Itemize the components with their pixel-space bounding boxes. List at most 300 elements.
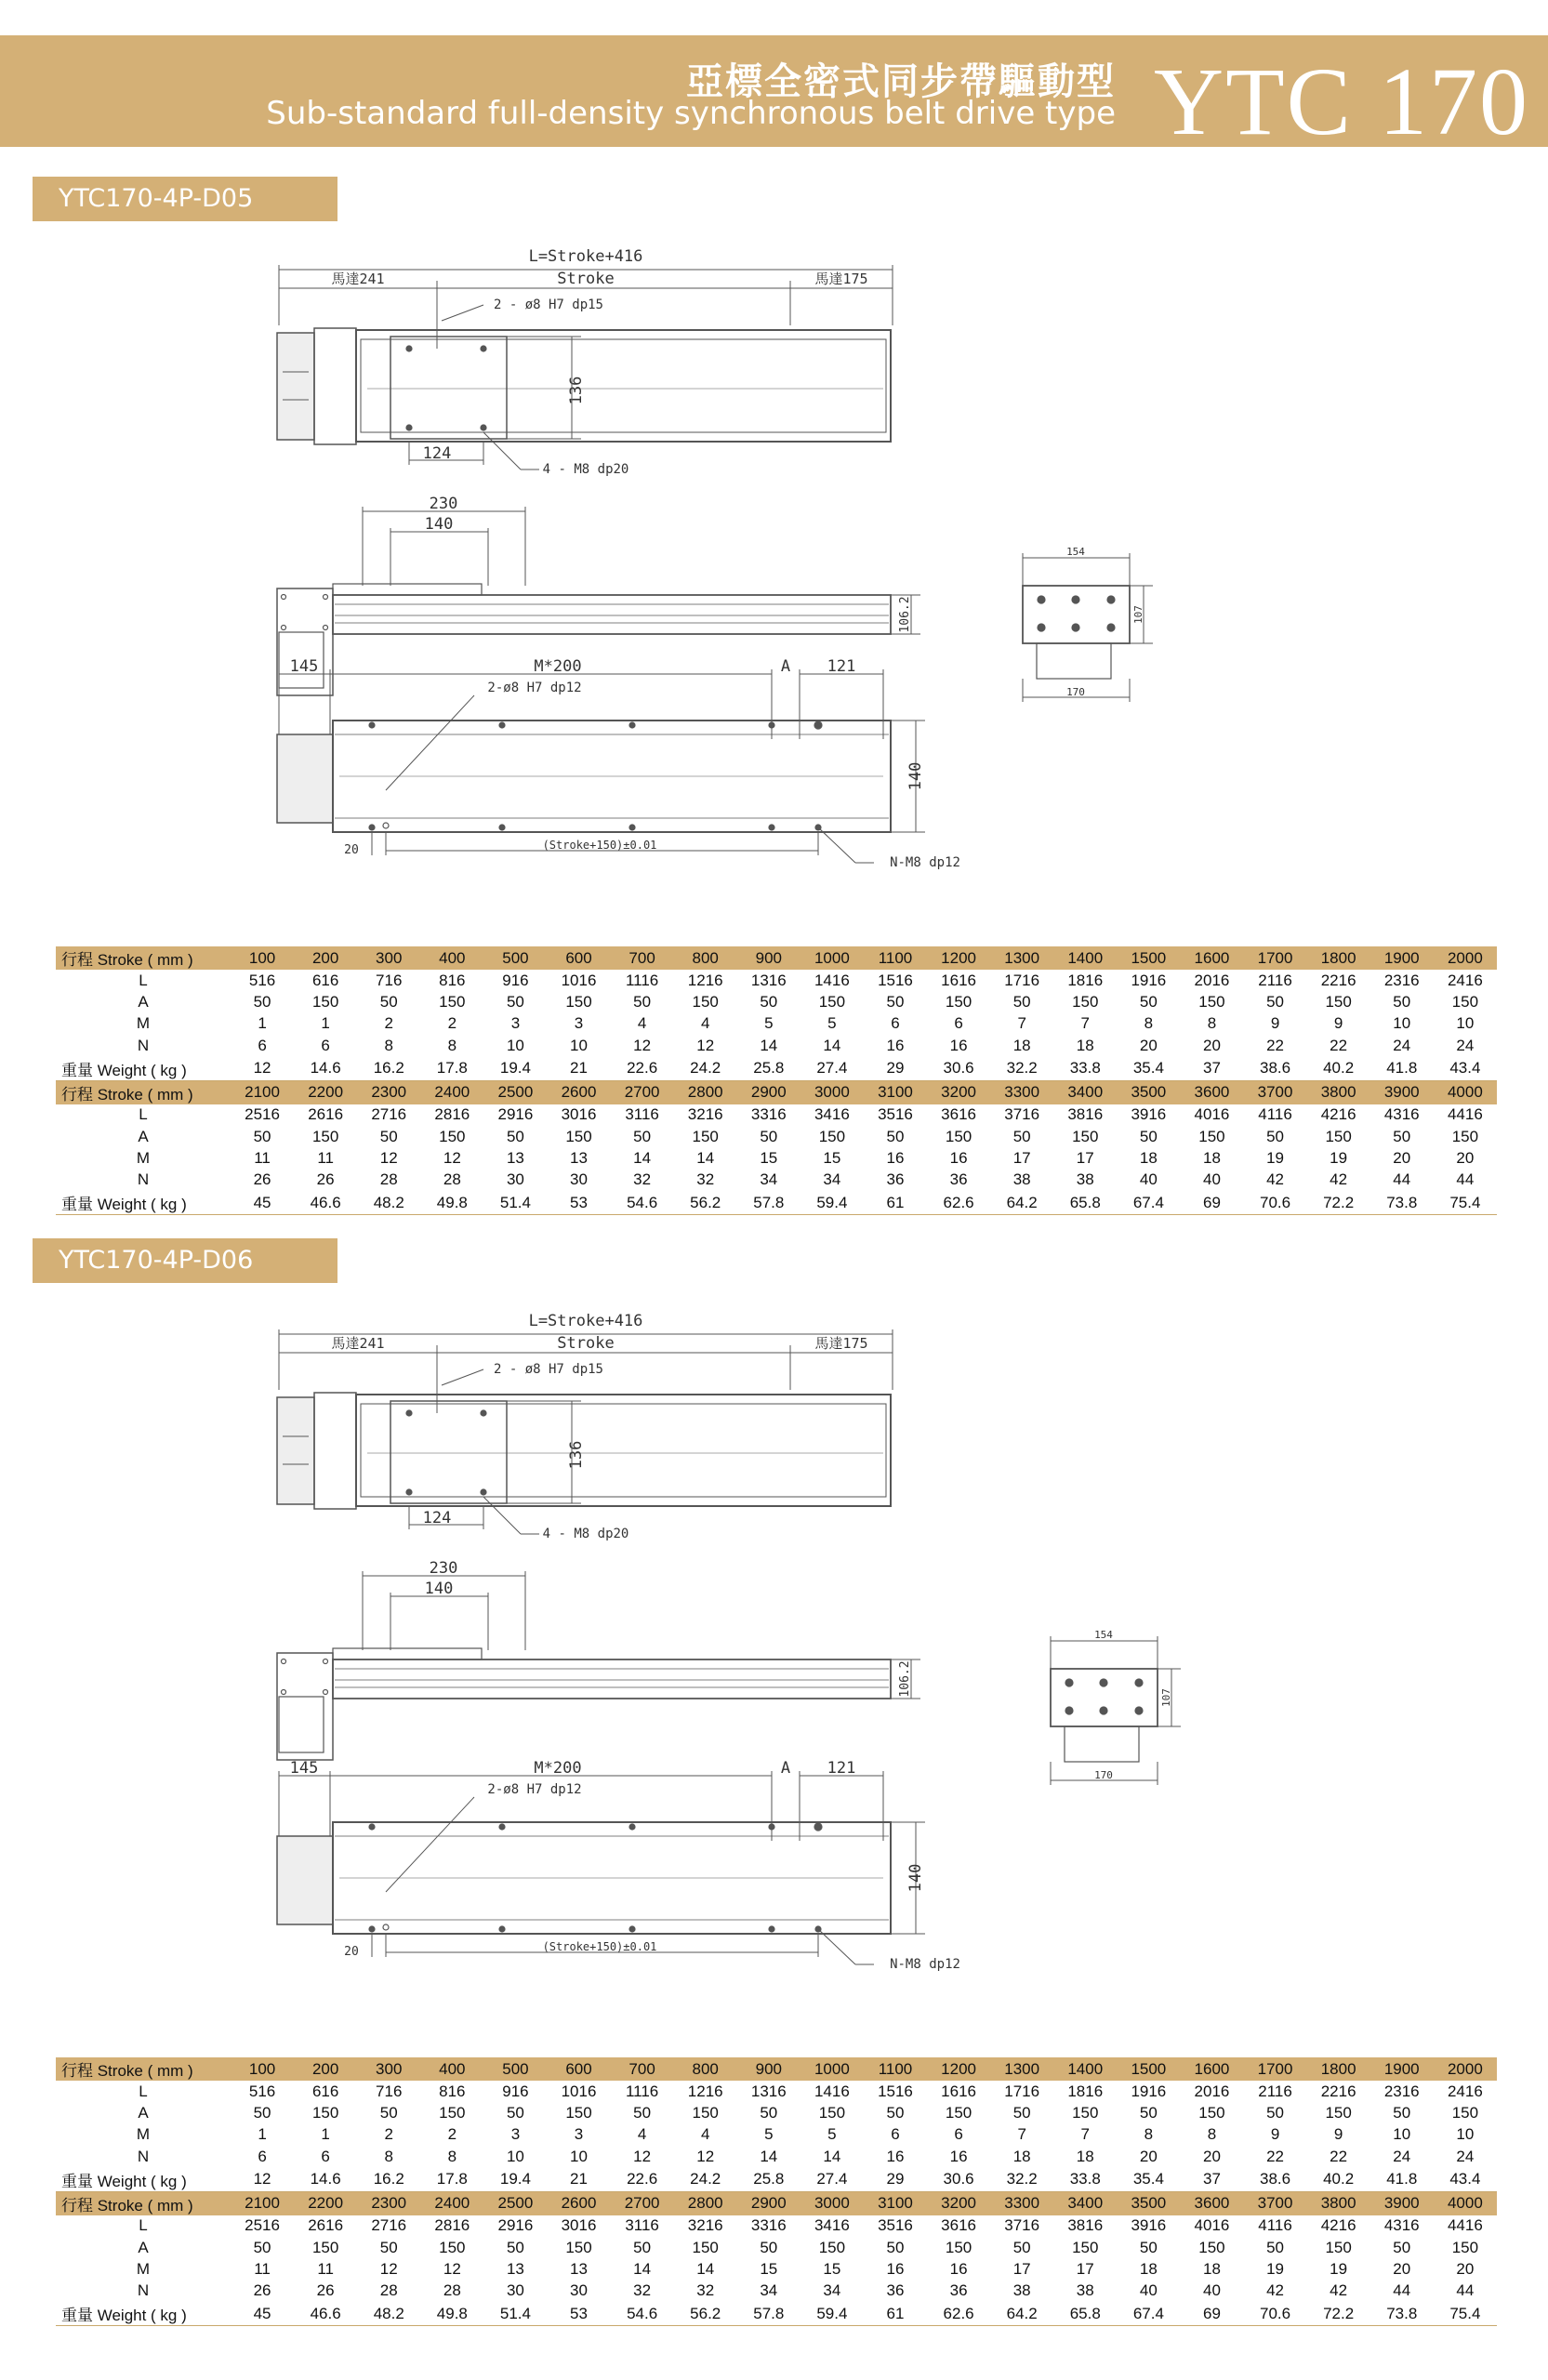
hole-mark [815,722,821,728]
dimension-label: 140 [906,761,925,791]
table-cell: 2700 [611,1080,674,1104]
table-cell: 18 [1139,2260,1158,2279]
table-cell: 6 [954,1014,963,1033]
table-cell: 50 [506,2238,524,2256]
table-cell: 150 [945,993,972,1012]
table-cell: 15 [823,2260,841,2279]
dimension-label: Stroke [557,270,615,288]
table-cell: 1000 [800,2057,864,2081]
table-cell: 150 [692,2238,719,2256]
table-cell: 49.8 [420,2302,483,2326]
table-cell: 21 [547,2168,610,2192]
table-cell: 150 [1451,2238,1479,2256]
table-cell: 32 [696,1170,715,1189]
table-cell: 6 [321,2147,330,2165]
table-cell: 69 [1180,1191,1243,1215]
table-cell: 3600 [1180,2191,1243,2215]
hole-mark [629,1926,635,1932]
table-cell: 50 [760,2104,778,2122]
table-cell: 150 [1325,993,1352,1012]
table-cell: 14.6 [294,2168,357,2192]
table-cell: 36 [949,2281,968,2300]
table-cell: 64.2 [990,1191,1053,1215]
table-cell: 40.2 [1307,2168,1370,2192]
table-cell: 150 [818,1127,846,1145]
table-cell: 150 [818,2104,846,2122]
row-label: M [136,2260,151,2279]
motor-side [277,1653,333,1760]
row-label: L [139,971,148,989]
table-cell: 2900 [737,2191,800,2215]
dimension-label: Stroke [557,1334,615,1353]
table-cell: 32.2 [990,2168,1053,2192]
dimension-label: 4 - M8 dp20 [542,462,629,477]
table-cell: 59.4 [800,1191,864,1215]
table-cell: 18 [1012,1036,1031,1054]
table-cell: 12 [633,1036,652,1054]
motor-bottom [277,734,333,823]
table-cell: 48.2 [357,2302,420,2326]
table-cell: 50 [1393,993,1411,1012]
table-cell: 150 [311,1127,339,1145]
table-cell: 4 [700,1014,710,1033]
table-cell: 100 [231,946,294,970]
table-cell: 50 [379,1127,398,1145]
table-cell: 18 [1076,1036,1094,1054]
table-cell: 1900 [1370,946,1434,970]
hole-mark [769,1824,774,1830]
hole-mark [369,1926,375,1932]
row-label: 行程 Stroke ( mm ) [56,1080,231,1104]
row-label: M [136,1014,151,1033]
table-cell: 3700 [1244,2191,1307,2215]
table-cell: 40 [1139,2281,1158,2300]
row-stroke [56,2191,1497,2215]
table-cell: 3716 [1004,1105,1040,1124]
table-cell: 17 [1076,2260,1094,2279]
table-cell: 50 [886,993,905,1012]
motor-gear [279,1697,324,1752]
table-cell: 1000 [800,946,864,970]
table-cell: 150 [565,1127,592,1145]
table-cell: 12 [696,2147,715,2165]
table-cell: 20 [1202,2147,1221,2165]
carriage [390,337,507,439]
hole-mark [282,595,286,600]
table-cell: 4016 [1194,1105,1230,1124]
hole-mark [406,346,412,351]
table-cell: 27.4 [800,2168,864,2192]
table-cell: 70.6 [1244,2302,1307,2326]
hole-mark [1072,596,1079,603]
table-cell: 8 [1144,1014,1154,1033]
table-cell: 53 [547,1191,610,1215]
table-cell: 200 [294,946,357,970]
table-cell: 616 [311,2082,339,2100]
table-cell: 10 [506,2147,524,2165]
table-cell: 50 [1012,1127,1031,1145]
table-cell: 1 [321,1014,330,1033]
table-cell: 300 [357,946,420,970]
hole-mark [499,1926,505,1932]
table-cell: 46.6 [294,1191,357,1215]
table-cell: 5 [827,1014,837,1033]
table-cell: 150 [692,993,719,1012]
hole-mark [481,1489,486,1495]
table-cell: 1216 [687,971,723,989]
table-cell: 14 [696,2260,715,2279]
title-chinese: 亞標全密式同步帶驅動型 [686,60,1116,103]
dimension-label: 馬達241 [331,1335,385,1352]
table-cell: 24.2 [674,2168,737,2192]
table-cell: 816 [439,2082,466,2100]
table-cell: 24 [1393,1036,1411,1054]
table-cell: 37 [1180,1057,1243,1081]
table-cell: 11 [317,2260,334,2279]
table-cell: 3400 [1053,1080,1117,1104]
table-cell: 6 [954,2125,963,2144]
table-cell: 2516 [245,1105,280,1124]
table-cell: 18 [1202,2260,1221,2279]
table-cell: 2500 [483,1080,547,1104]
table-cell: 4216 [1320,1105,1356,1124]
table-cell: 16.2 [357,2168,420,2192]
dimension-label: 170 [1066,686,1085,698]
row-label: L [139,2082,148,2100]
hole-mark [369,722,375,728]
table-cell: 2916 [497,1105,534,1124]
row-A [56,2237,1497,2258]
row-L [56,2215,1497,2237]
table-cell: 2100 [231,1080,294,1104]
table-cell: 19.4 [483,2168,547,2192]
table-cell: 19 [1330,1149,1348,1168]
row-label: N [137,2147,150,2165]
dimension-label: 106.2 [898,1660,912,1698]
table-cell: 5 [764,1014,774,1033]
table-cell: 50 [633,2238,652,2256]
table-cell: 2116 [1258,2082,1292,2100]
row-label: 重量 Weight ( kg ) [56,1191,231,1215]
table-cell: 1116 [625,2082,659,2100]
table-cell: 34 [823,2281,841,2300]
table-cell: 4416 [1447,1105,1483,1124]
table-cell: 800 [674,2057,737,2081]
table-cell: 3 [510,1014,521,1033]
drawing-line [442,305,483,321]
spec-table-d06 [56,2057,1497,2326]
drawing-line [386,695,474,790]
table-cell: 2016 [1194,971,1230,989]
table-cell: 3616 [941,1105,976,1124]
table-cell: 40 [1202,1170,1221,1189]
row-N [56,2281,1497,2302]
table-cell: 11 [254,2260,271,2279]
table-cell: 38 [1076,2281,1094,2300]
table-cell: 65.8 [1053,2302,1117,2326]
motor-outline [277,333,314,440]
hole-mark [1038,624,1045,631]
row-M [56,1147,1497,1169]
hole-mark [499,722,505,728]
table-cell: 150 [1072,1127,1099,1145]
table-cell: 3616 [941,2216,976,2235]
dimension-label: 170 [1094,1769,1113,1781]
table-cell: 150 [692,1127,719,1145]
table-cell: 50 [633,2104,652,2122]
table-cell: 16 [886,2147,905,2165]
table-cell: 75.4 [1434,1191,1497,1215]
table-cell: 30 [506,2281,524,2300]
table-cell: 1016 [561,2082,597,2100]
dimension-label: A [780,1759,791,1778]
table-cell: 12 [443,2260,461,2279]
table-cell: 57.8 [737,1191,800,1215]
table-cell: 50 [1266,2104,1284,2122]
table-cell: 3900 [1370,1080,1434,1104]
table-cell: 33.8 [1053,2168,1117,2192]
table-cell: 9 [1270,2125,1280,2144]
hole-mark [369,1824,375,1830]
table-cell: 38.6 [1244,1057,1307,1081]
motor-side [277,588,333,695]
table-cell: 150 [1198,1127,1225,1145]
table-cell: 24 [1456,2147,1475,2165]
dimension-label: 106.2 [898,596,912,633]
row-weight [56,2168,1497,2192]
table-cell: 15 [760,1149,778,1168]
title-english: Sub-standard full-density synchronous belt drive type [266,95,1116,132]
table-cell: 3116 [625,1105,659,1124]
table-cell: 54.6 [611,1191,674,1215]
module-side [333,595,891,634]
hole-mark [481,1410,486,1416]
table-cell: 70.6 [1244,1191,1307,1215]
table-cell: 12 [379,1149,398,1168]
row-M [56,2124,1497,2146]
table-cell: 3200 [927,2191,990,2215]
table-cell: 12 [696,1036,715,1054]
table-cell: 2 [384,1014,393,1033]
table-cell: 2216 [1320,2082,1356,2100]
table-cell: 500 [483,946,547,970]
table-cell: 1700 [1244,2057,1307,2081]
table-cell: 30 [506,1170,524,1189]
table-cell: 16.2 [357,1057,420,1081]
table-cell: 14 [760,1036,778,1054]
table-cell: 50 [886,2238,905,2256]
table-cell: 600 [547,2057,610,2081]
table-cell: 1 [258,1014,267,1033]
table-cell: 4116 [1258,1105,1292,1124]
table-cell: 3316 [750,2216,787,2235]
table-cell: 150 [818,993,846,1012]
table-cell: 1916 [1131,971,1167,989]
table-cell: 24 [1393,2147,1411,2165]
table-cell: 3416 [814,2216,850,2235]
table-cell: 150 [945,2104,972,2122]
table-cell: 2216 [1320,971,1356,989]
page-header [0,35,1548,155]
dimension-label: 145 [289,1759,319,1778]
table-cell: 41.8 [1370,1057,1434,1081]
hole-mark [282,1690,286,1695]
table-cell: 1200 [927,2057,990,2081]
table-cell: 16 [949,1036,968,1054]
table-cell: 19 [1266,2260,1284,2279]
table-cell: 2416 [1447,971,1483,989]
table-cell: 46.6 [294,2302,357,2326]
table-cell: 44 [1456,1170,1475,1189]
table-cell: 30.6 [927,2168,990,2192]
table-cell: 700 [611,2057,674,2081]
table-cell: 6 [891,2125,900,2144]
table-cell: 18 [1076,2147,1094,2165]
table-cell: 150 [1451,2104,1479,2122]
table-cell: 28 [443,1170,461,1189]
table-cell: 2 [384,2125,393,2144]
table-cell: 3300 [990,1080,1053,1104]
table-cell: 22 [1330,2147,1348,2165]
table-cell: 32 [696,2281,715,2300]
table-cell: 700 [611,946,674,970]
table-cell: 3916 [1131,1105,1167,1124]
row-label: L [139,2216,148,2235]
row-label: M [136,2125,151,2144]
table-cell: 3 [574,2125,584,2144]
table-cell: 3100 [864,2191,927,2215]
row-N [56,2146,1497,2167]
table-cell: 48.2 [357,1191,420,1215]
table-cell: 1416 [814,971,850,989]
table-cell: 14 [633,2260,652,2279]
row-A [56,1126,1497,1147]
table-cell: 15 [823,1149,841,1168]
table-cell: 44 [1393,2281,1411,2300]
table-cell: 50 [253,993,271,1012]
table-cell: 16 [949,2147,968,2165]
table-cell: 42 [1330,2281,1348,2300]
table-cell: 67.4 [1117,2302,1180,2326]
table-cell: 50 [1139,993,1158,1012]
table-cell: 50 [1139,2238,1158,2256]
table-cell: 12 [231,2168,294,2192]
table-cell: 24.2 [674,1057,737,1081]
table-cell: 1400 [1053,2057,1117,2081]
table-cell: 2316 [1383,971,1420,989]
table-cell: 50 [379,2238,398,2256]
dimension-label: 136 [567,376,586,405]
dimension-label: 2 - ø8 H7 dp15 [493,1362,604,1377]
table-cell: 5 [827,2125,837,2144]
table-cell: 50 [1266,2238,1284,2256]
table-cell: 516 [248,971,276,989]
row-A [56,991,1497,1012]
table-cell: 716 [376,2082,403,2100]
table-cell: 17 [1012,1149,1031,1168]
table-cell: 50 [253,2238,271,2256]
table-cell: 34 [760,1170,778,1189]
table-cell: 3 [510,2125,521,2144]
table-cell: 2200 [294,2191,357,2215]
table-cell: 816 [439,971,466,989]
table-cell: 14.6 [294,1057,357,1081]
table-cell: 1816 [1067,2082,1104,2100]
table-cell: 61 [864,1191,927,1215]
table-cell: 2300 [357,2191,420,2215]
module-body [356,330,891,442]
module-inner [361,339,886,432]
row-label: A [138,2238,149,2256]
table-cell: 3900 [1370,2191,1434,2215]
table-cell: 600 [547,946,610,970]
table-cell: 56.2 [674,1191,737,1215]
row-M [56,2258,1497,2280]
table-cell: 11 [254,1149,271,1168]
table-cell: 2800 [674,1080,737,1104]
carriage-side [333,1648,482,1659]
row-stroke [56,2057,1497,2081]
table-cell: 57.8 [737,2302,800,2326]
table-cell: 50 [1012,2238,1031,2256]
table-cell: 51.4 [483,1191,547,1215]
table-cell: 16 [886,1149,905,1168]
table-cell: 4416 [1447,2216,1483,2235]
table-cell: 3600 [1180,1080,1243,1104]
hole-mark [324,1690,328,1695]
table-cell: 800 [674,946,737,970]
table-cell: 22 [1266,1036,1284,1054]
table-cell: 21 [547,1057,610,1081]
table-cell: 37 [1180,2168,1243,2192]
table-cell: 13 [506,1149,524,1168]
row-L [56,2081,1497,2102]
dimension-label: (Stroke+150)±0.01 [542,839,657,852]
table-cell: 50 [506,1127,524,1145]
row-label: N [137,2281,150,2300]
hole-mark [499,1824,505,1830]
hole-mark [1107,624,1115,631]
table-cell: 1700 [1244,946,1307,970]
table-cell: 150 [1198,2238,1225,2256]
drawing-line [442,1369,483,1385]
table-cell: 50 [379,2104,398,2122]
dimension-label: 121 [827,1759,856,1778]
table-cell: 150 [1451,1127,1479,1145]
table-cell: 16 [886,2260,905,2279]
table-cell: 11 [317,1149,334,1168]
row-label: 行程 Stroke ( mm ) [56,2057,231,2081]
table-cell: 7 [1080,2125,1090,2144]
table-cell: 50 [760,993,778,1012]
table-cell: 916 [502,2082,529,2100]
table-cell: 3000 [800,2191,864,2215]
dimension-label: 107 [1132,605,1144,624]
table-cell: 19 [1330,2260,1348,2279]
table-cell: 50 [1139,1127,1158,1145]
row-stroke [56,1080,1497,1104]
table-cell: 3816 [1067,2216,1104,2235]
table-cell: 19.4 [483,1057,547,1081]
row-A [56,2102,1497,2123]
table-cell: 1316 [750,971,787,989]
table-cell: 50 [1393,1127,1411,1145]
motor-outline [277,1397,314,1504]
table-cell: 28 [379,1170,398,1189]
table-cell: 200 [294,2057,357,2081]
table-cell: 8 [447,2147,457,2165]
table-cell: 3300 [990,2191,1053,2215]
